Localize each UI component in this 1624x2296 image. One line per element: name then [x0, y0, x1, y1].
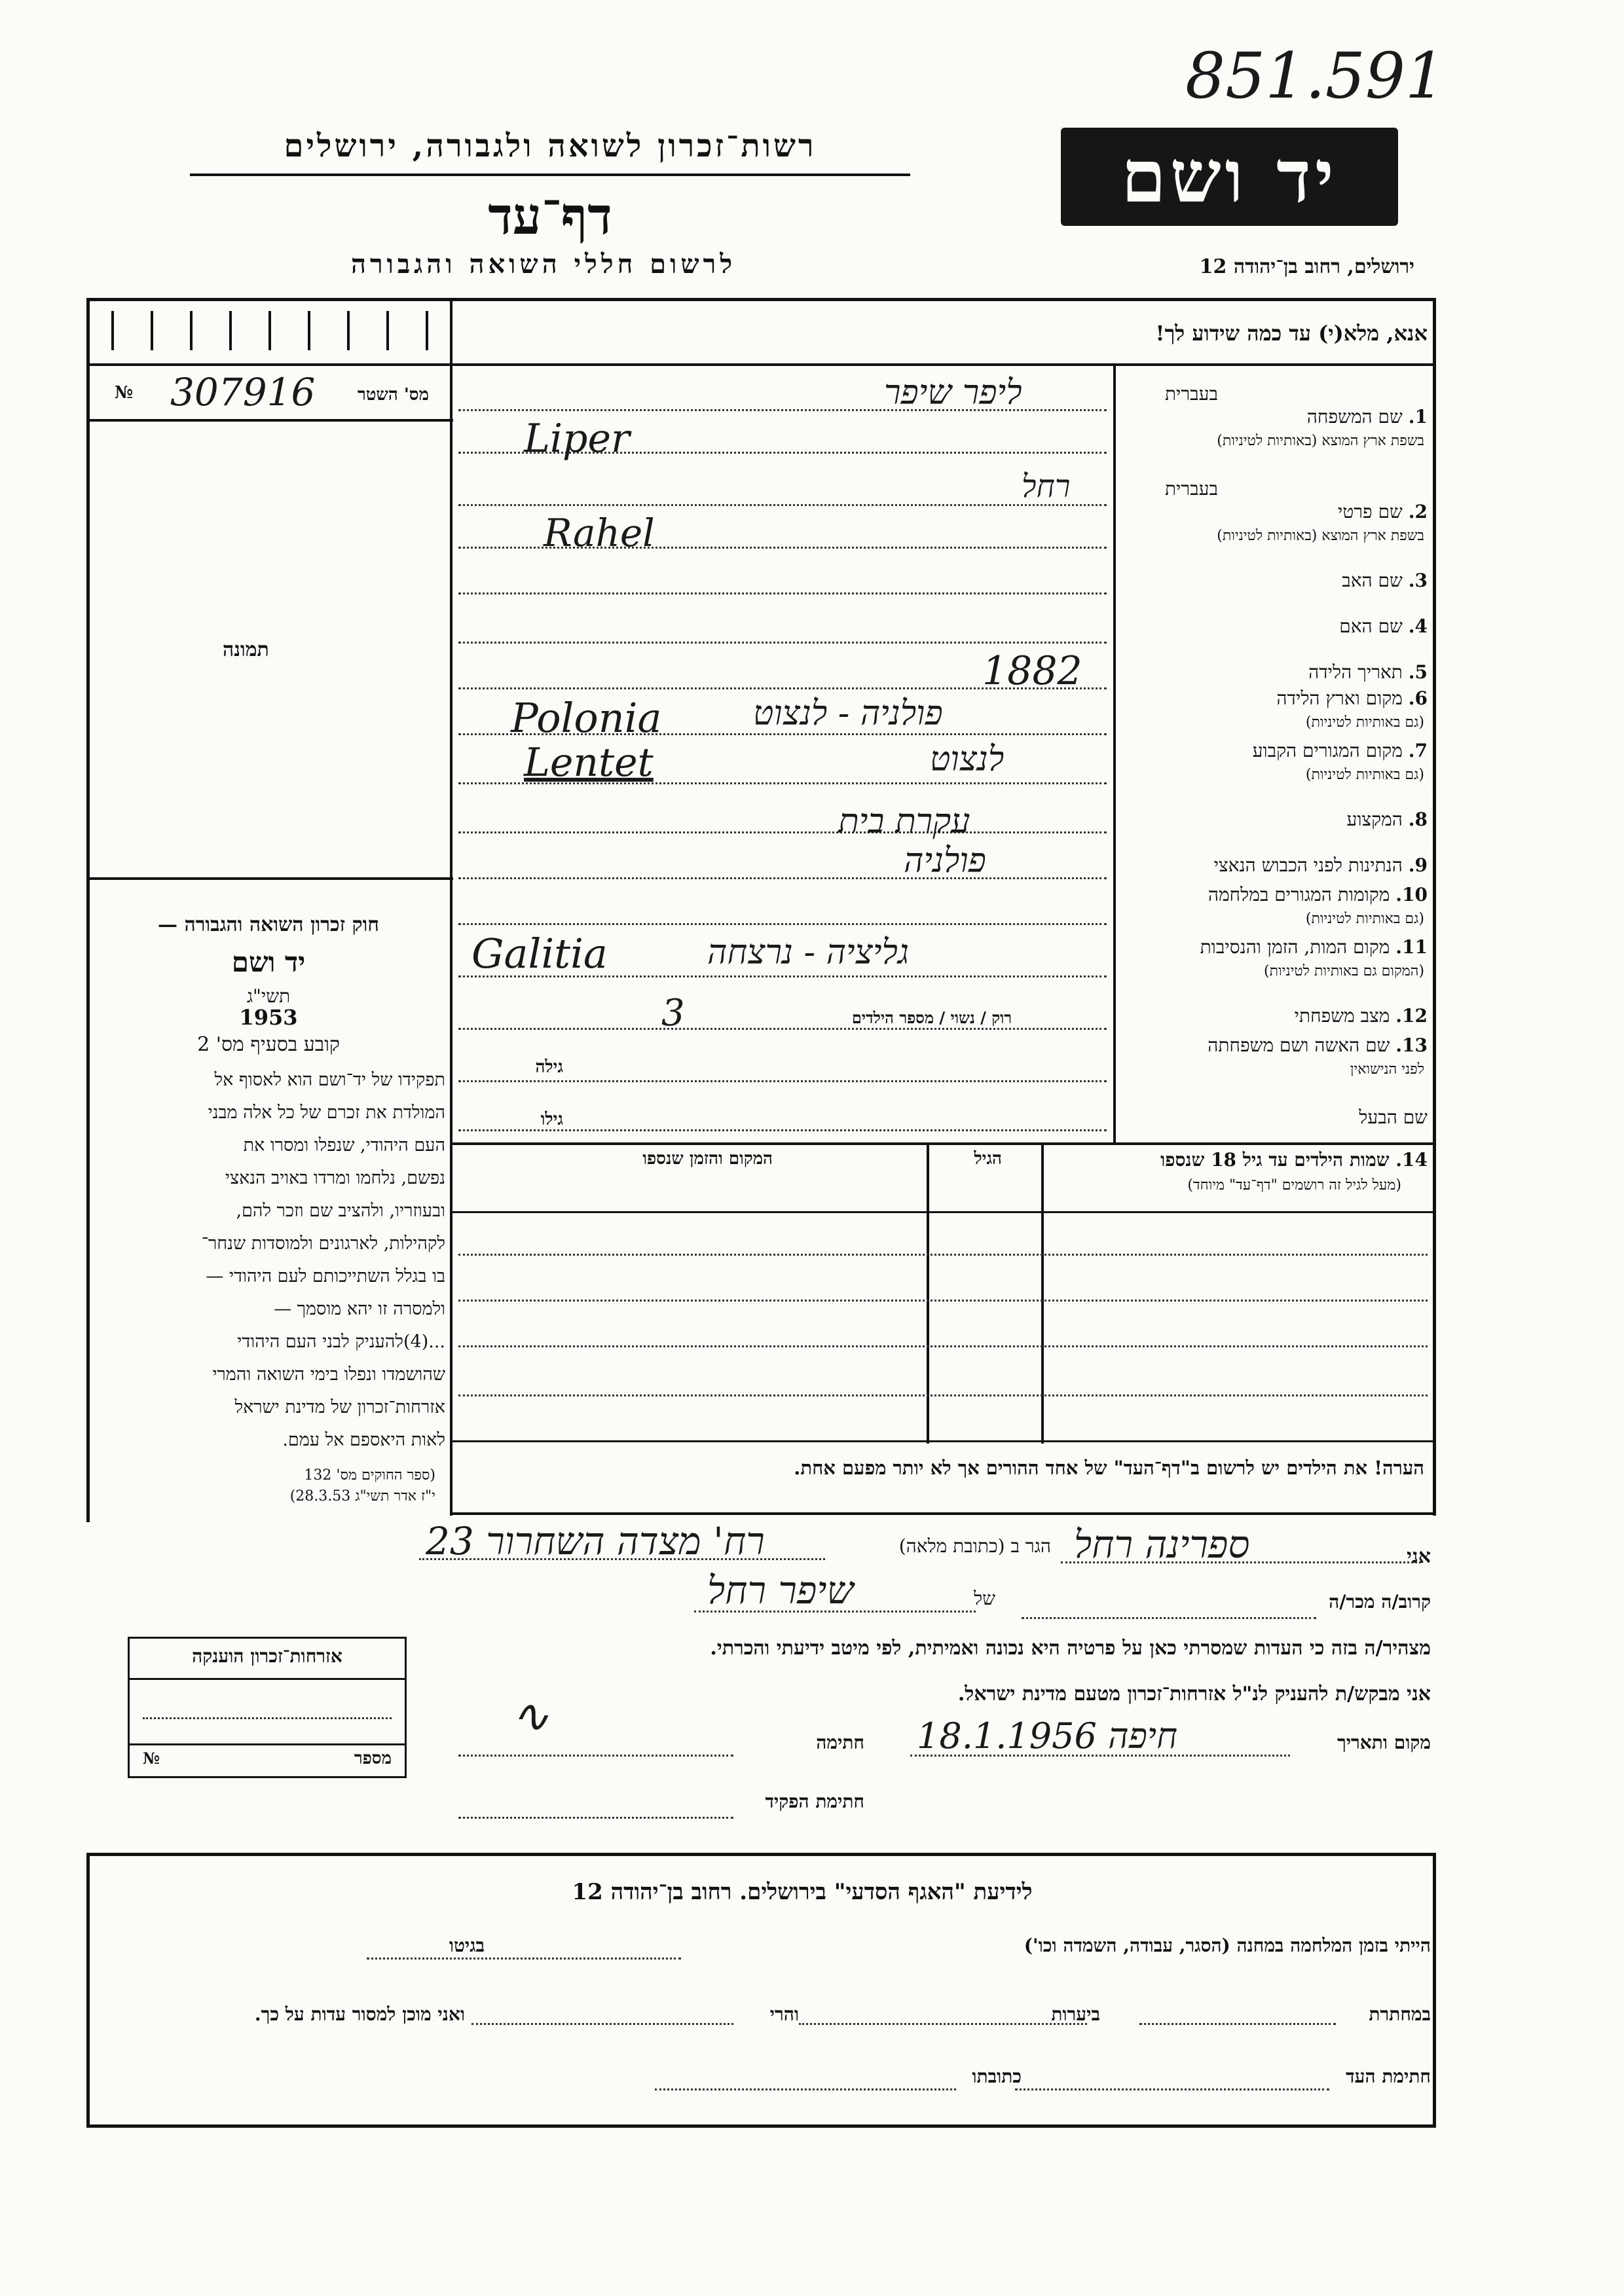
form-title: דף־עד: [488, 187, 612, 246]
f8-value: עקרת בית: [838, 802, 970, 841]
f7-label: 7. מקום המגורים הקבוע: [1252, 740, 1428, 761]
address: ירושלים, רחוב בן־יהודה 12: [1199, 255, 1414, 278]
serial-label: מס' השטר: [357, 385, 429, 405]
witness-signature-label: חתימת העד: [1346, 2066, 1431, 2087]
f11-value-heb: גליציה - נרצחה: [707, 933, 910, 972]
f12-label: 12. מצב משפחתי: [1294, 1005, 1428, 1027]
f1-label: 1. שם המשפחה: [1306, 406, 1428, 428]
f1-sub: בשפת ארץ המוצא (באותיות לטיניות): [1217, 433, 1424, 449]
law-source-1: (ספר החוקים מס' 132: [304, 1467, 435, 1484]
bottom-line1: הייתי בזמן המלחמה במחנה (הסגר, עבודה, השמדה וכו'): [1024, 1935, 1431, 1956]
ready-label: ואני מוכן למסור עדות על כך.: [254, 2003, 465, 2025]
declarant-name: ספרינה רחל: [1074, 1522, 1250, 1567]
form-subtitle: לרשום חללי השואה והגבורה: [350, 249, 737, 280]
f13-sub: לפני הנישואין: [1350, 1061, 1424, 1078]
f13-label: 13. שם האשה ושם משפחתה: [1208, 1034, 1428, 1056]
law-source-2: י"ז אדר תשי"ג 28.3.53): [289, 1488, 435, 1504]
declaration: מצהיר/ה בזה כי העדות שמסרתי כאן על פרטיה היא נכונה ואמיתית, לפי מיטב ידיעתי והכרתי.: [710, 1637, 1431, 1660]
f11-sub: (המקום גם באותיות לטיניות): [1264, 963, 1424, 979]
officer-label: חתימת הפקיד: [765, 1791, 864, 1812]
f12-children-count: 3: [661, 992, 685, 1034]
law-clause: קובע בסעיף מס' 2: [197, 1033, 340, 1056]
intro-text: אנא, מלא(י) עד כמה שידוע לך!: [1155, 321, 1428, 346]
f2-sub: בשפת ארץ המוצא (באותיות לטיניות): [1217, 528, 1424, 544]
serial-handwritten: 307916: [170, 370, 316, 414]
authority-line: רשות־זכרון לשואה ולגבורה, ירושלים: [284, 128, 817, 164]
serial-ticks: [111, 311, 439, 357]
ghetto-label: בגיטו: [449, 1935, 485, 1956]
f7-sub: (גם באותיות לטיניות): [1305, 767, 1424, 783]
place-date-label: מקום ותאריך: [1337, 1732, 1431, 1753]
residing-label: הגר ב (כתובת מלאה): [898, 1535, 1051, 1557]
f1-heb-tag: בעברית: [1164, 383, 1218, 405]
forests-label: ביערות: [1051, 2003, 1100, 2025]
citizenship-title: אזרחות־זכרון הוענקה: [192, 1645, 342, 1667]
signature: ∿: [511, 1689, 549, 1743]
f11-label: 11. מקום המות, הזמן והנסיבות: [1200, 936, 1428, 958]
f7-value-lat: Lentet: [524, 740, 654, 786]
f5-label: 5. תאריך הלידה: [1308, 661, 1428, 683]
f7-value-heb: לנצוט: [930, 740, 1005, 779]
place-date: חיפה 18.1.1956: [917, 1715, 1178, 1757]
f10-label: 10. מקומות המגורים במלחמה: [1208, 884, 1428, 905]
f10-sub: (גם באותיות לטיניות): [1305, 911, 1424, 927]
f11-value-lat: Galitia: [471, 930, 608, 977]
wife-age-label: גילה: [535, 1057, 563, 1077]
husband-label: שם הבעל: [1359, 1106, 1428, 1128]
f6-value-heb: פולניה - לנצוט: [753, 694, 943, 733]
f3-label: 3. שם האב: [1342, 570, 1428, 591]
serial-no-mark: №: [115, 383, 134, 403]
note: הערה! את הילדים יש לרשום ב"דף־העד" של אחד ההורים אך לא יותר מפעם אחת.: [794, 1457, 1424, 1479]
children-sub: (מעל לגיל זה רושמים "דף־עד" מיוחד): [1187, 1177, 1401, 1194]
f1-value-heb: ליפר שיפר: [884, 373, 1022, 412]
signature-label: חתימה: [816, 1732, 864, 1753]
f9-label: 9. הנתינות לפני הכבוש הנאצי: [1213, 854, 1428, 876]
photo-label: תמונה: [223, 638, 269, 661]
f2-value-heb: רחל: [1022, 468, 1071, 505]
husband-age-label: גילו: [540, 1110, 563, 1129]
f2-label: 2. שם פרטי: [1337, 501, 1428, 522]
f6-label: 6. מקום וארץ הלידה: [1276, 687, 1428, 709]
relation-label: קרוב/ה מכר/ה: [1329, 1591, 1431, 1613]
f2-value-lat: Rahel: [544, 511, 655, 555]
f9-value: פולניה: [904, 841, 986, 881]
law-name: יד ושם: [231, 946, 306, 978]
of-name: שיפר רחל: [707, 1568, 854, 1613]
f6-sub: (גם באותיות לטיניות): [1305, 714, 1424, 731]
of-label: של: [974, 1588, 995, 1609]
bottom-title: לידיעת "האגף הסדעי" בירושלים. רחוב בן־יהודה 12: [572, 1879, 1033, 1905]
yad-vashem-logo: יד ושם: [1061, 128, 1398, 226]
witness-address-label: כתובתו: [972, 2066, 1022, 2087]
law-year-heb: תשי"ג: [246, 985, 291, 1007]
f12-options: רוק / נשוי / מספר הילדים: [851, 1008, 1012, 1027]
f2-heb-tag: בעברית: [1164, 478, 1218, 500]
law-year: 1953: [239, 1005, 298, 1030]
citizenship-no-mark: №: [143, 1749, 160, 1768]
law-title: חוק זכרון השואה והגבורה —: [158, 913, 379, 936]
f8-label: 8. המקצוע: [1346, 809, 1428, 830]
underground-label: במחתרת: [1369, 2003, 1431, 2025]
f5-value: 1882: [982, 648, 1082, 694]
request: אני מבקש/ת להעניק לנ"ל אזרחות־זכרון מטעם מדינת ישראל.: [957, 1683, 1431, 1705]
law-body: תפקידו של יד־ושם הוא לאסוף אל המולדת את זכרם של כל אלה מבני העם היהודי, שנפלו ומסרו את נפשם, נלחמו ומרדו באויב הנאצי ובעוזריו, ולהציב שם וזכר להם, לקהילות, לארגונים ולמוסדות שנחר־ בו בגלל השתייכותם לעם היהודי — ולמסרה זו יהא מוסמך — ...(4)להעניק לבני העם היהודי שהושמדו ונפלו בימי השואה והמרי אזרחות־זכרון של מדינת ישראל לאות היאספם אל עמם.: [201, 1070, 445, 1450]
declarant-address: רח' מצדה השחרור 23: [426, 1519, 765, 1563]
archive-number: 851.591: [1185, 39, 1445, 113]
citizenship-number-label: מספר: [354, 1749, 392, 1768]
f6-value-lat: Polonia: [511, 694, 662, 742]
children-col-age: הגיל: [974, 1149, 1002, 1169]
f4-label: 4. שם האם: [1339, 615, 1428, 637]
children-label: 14. שמות הילדים עד גיל 18 שנספו: [1160, 1149, 1428, 1171]
i-label: אני: [1407, 1545, 1431, 1568]
citizenship-box: [128, 1637, 407, 1778]
mountains-label: והרי: [769, 2003, 799, 2025]
f1-value-lat: Liper: [524, 416, 630, 462]
children-col-place: המקום והזמן שנספו: [642, 1149, 773, 1169]
